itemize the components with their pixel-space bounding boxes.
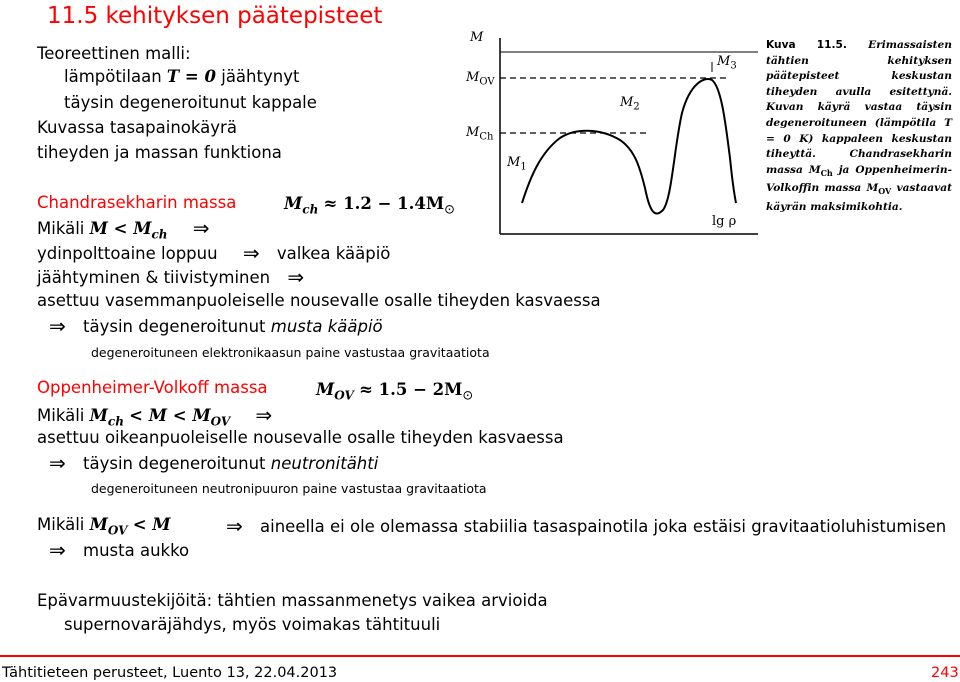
m-ch-label-sub: Ch bbox=[479, 131, 494, 143]
equilibrium-figure bbox=[460, 28, 760, 238]
model-line-1-tail: jäähtynyt bbox=[221, 67, 300, 86]
m3-label bbox=[717, 54, 737, 72]
m-ch-label-m: M bbox=[466, 125, 480, 140]
ov-formula-m: M bbox=[316, 380, 335, 399]
temperature-formula: T = 0 bbox=[166, 67, 216, 86]
model-line-4: tiheyden ja massan funktiona bbox=[37, 143, 282, 162]
bh-result-text: aineella ei ole olemassa stabiilia tasaspainotila joka estäisi gravitaatioluhistumisen bbox=[260, 517, 947, 536]
ov-line-b-text: täysin degeneroitunut bbox=[83, 454, 266, 473]
caption-end: vastaavat käyrän maksimikohtia. bbox=[766, 182, 952, 214]
caption-mid: ja Oppenheimerin-Volkoffin massa M bbox=[766, 163, 952, 195]
chandra-note: degeneroituneen elektronikaasun paine vastustaa gravitaatiota bbox=[91, 345, 490, 360]
condition-m1: M bbox=[89, 406, 108, 425]
footer-text: Tähtitieteen perusteet, Luento 13, 22.04.2013 bbox=[2, 665, 338, 681]
chandra-formula bbox=[284, 194, 455, 220]
ov-formula bbox=[316, 380, 473, 406]
condition-sub1: ch bbox=[107, 414, 124, 429]
page-title: 11.5 kehityksen päätepisteet bbox=[47, 3, 383, 29]
model-line-2: täysin degeneroitunut kappale bbox=[64, 93, 317, 112]
white-dwarf-text: valkea kääpiö bbox=[276, 244, 391, 263]
page-number: 243 bbox=[931, 665, 959, 681]
m1-label bbox=[507, 155, 527, 173]
m2-label-sub: 2 bbox=[633, 101, 640, 113]
condition-math: M < M bbox=[89, 219, 152, 238]
ov-note: degeneroituneen neutronipuuron paine vastustaa gravitaatiota bbox=[91, 481, 487, 496]
m1-label-sub: 1 bbox=[520, 161, 527, 173]
x-axis-label: lg ρ bbox=[712, 214, 737, 229]
implies-arrow-icon: ⇒ bbox=[287, 265, 305, 289]
sun-symbol: ⊙ bbox=[462, 388, 474, 404]
m2-label bbox=[620, 95, 640, 113]
ov-formula-rhs: ≈ 1.5 − 2M bbox=[359, 380, 463, 399]
chandra-heading: Chandrasekharin massa bbox=[37, 193, 237, 212]
m-ch-label bbox=[466, 125, 493, 143]
model-line-1-text: lämpötilaan bbox=[64, 67, 162, 86]
model-heading: Teoreettinen malli: bbox=[37, 44, 191, 63]
caption-body: Erimassaisten tähtien kehityksen päätepisteet keskustan tiheyden avulla esitettynä. Kuvan käyrä vastaa täysin degeneroituneen (lämpötila T = 0 K) kappaleen keskustan tiheyttä. Chandrasekharin massa M bbox=[766, 39, 952, 176]
chandra-line-d-text: täysin degeneroitunut bbox=[83, 317, 266, 336]
implies-arrow-icon: ⇒ bbox=[49, 538, 66, 562]
m2-label-m: M bbox=[620, 95, 634, 110]
model-line-1 bbox=[64, 67, 299, 87]
ov-line-a: asettuu oikeanpuoleiselle nousevalle osalle tiheyden kasvaessa bbox=[37, 428, 564, 447]
m1-label-m: M bbox=[507, 155, 521, 170]
chandra-line-d bbox=[37, 315, 383, 337]
chandra-formula-sub: ch bbox=[302, 202, 319, 217]
condition-sub2: OV bbox=[210, 414, 231, 429]
implies-arrow-icon: ⇒ bbox=[226, 514, 243, 538]
ov-heading: Oppenheimer-Volkoff massa bbox=[37, 378, 268, 397]
caption-sub-1: Ch bbox=[820, 167, 833, 178]
figure-caption bbox=[766, 38, 952, 216]
chandra-formula-m: M bbox=[284, 194, 303, 213]
footer-rule bbox=[0, 655, 960, 657]
condition-mid: < M < M bbox=[129, 406, 211, 425]
model-line-3: Kuvassa tasapainokäyrä bbox=[37, 118, 237, 137]
chandra-line-a bbox=[37, 242, 390, 264]
implies-arrow-icon: ⇒ bbox=[192, 216, 210, 240]
ov-line-b bbox=[37, 452, 378, 474]
uncertain-line-2: supernovaräjähdys, myös voimakas tähtituuli bbox=[64, 615, 441, 634]
m3-label-m: M bbox=[717, 54, 731, 69]
m-ov-label bbox=[466, 70, 495, 88]
condition-sub: OV bbox=[107, 523, 128, 538]
ov-formula-sub: OV bbox=[334, 388, 354, 403]
m-ov-label-sub: OV bbox=[479, 76, 495, 88]
implies-arrow-icon: ⇒ bbox=[242, 241, 260, 265]
neutron-star-text: neutronitähti bbox=[270, 454, 379, 473]
chandra-line-a-text: ydinpolttoaine loppuu bbox=[37, 244, 218, 263]
sun-symbol: ⊙ bbox=[444, 202, 456, 218]
y-axis-label: M bbox=[470, 30, 484, 45]
bh-result bbox=[226, 515, 946, 537]
chandra-condition bbox=[37, 217, 210, 244]
black-dwarf-text: musta kääpiö bbox=[270, 317, 383, 336]
condition-rest: < M bbox=[132, 515, 171, 534]
uncertain-line-1: Epävarmuustekijöitä: tähtien massanmenetys vaikea arvioida bbox=[37, 591, 548, 610]
bh-line-2 bbox=[37, 539, 189, 561]
bh-condition bbox=[37, 515, 171, 540]
caption-sub-2: OV bbox=[878, 186, 892, 197]
chandra-line-b-text: jäähtyminen & tiivistyminen bbox=[37, 268, 271, 287]
m3-label-sub: 3 bbox=[730, 60, 737, 72]
m-ov-label-m: M bbox=[466, 70, 480, 85]
condition-prefix: Mikäli bbox=[37, 515, 85, 534]
condition-m: M bbox=[89, 515, 108, 534]
caption-head: Kuva 11.5. bbox=[766, 39, 847, 51]
chandra-formula-rhs: ≈ 1.2 − 1.4M bbox=[323, 194, 445, 213]
chandra-line-c: asettuu vasemmanpuoleiselle nousevalle osalle tiheyden kasvaessa bbox=[37, 291, 601, 310]
implies-arrow-icon: ⇒ bbox=[255, 403, 273, 427]
condition-prefix: Mikäli bbox=[37, 406, 85, 425]
chandra-line-b bbox=[37, 266, 304, 288]
condition-sub: ch bbox=[151, 227, 168, 242]
black-hole-text: musta aukko bbox=[83, 541, 190, 560]
condition-prefix: Mikäli bbox=[37, 219, 85, 238]
implies-arrow-icon: ⇒ bbox=[49, 451, 66, 475]
implies-arrow-icon: ⇒ bbox=[49, 314, 66, 338]
